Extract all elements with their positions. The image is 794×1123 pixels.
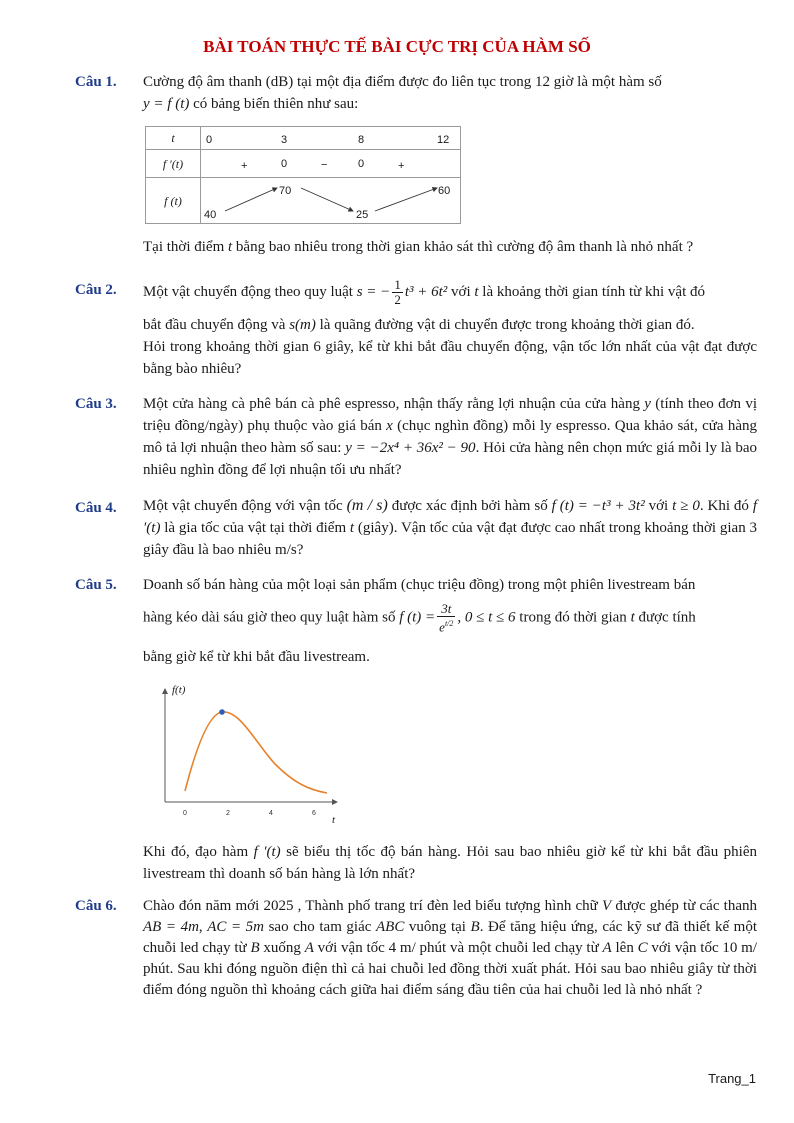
text: trong đó thời gian [515,609,631,626]
function-cell [201,178,461,224]
fraction-num: 1 [394,277,401,292]
math: s = − [356,283,391,300]
text: Cường độ âm thanh (dB) tại một địa điểm được đo liên tục trong 12 giờ là một hàm số [143,74,662,90]
math: t³ + 6t² [404,283,448,300]
curve [185,712,327,793]
question-4 [75,495,757,561]
text: Một vật chuyển động theo quy luật [143,283,357,300]
text: . Khi đó [699,498,753,514]
x-tick: 6 [312,810,316,817]
question-6 [75,896,757,1001]
text: vuông tại [404,919,471,935]
math: t [228,239,233,255]
math: y = f (t) [143,96,190,112]
text: . Hỏi cửa hàng nên chọn mức giá mỗi ly là bao nhiêu nghìn đồng để lợi nhuận tối ưu nhất? [143,440,757,478]
sign: − [321,159,328,171]
math: C [637,940,648,956]
question-label: Câu 3. [75,396,117,412]
variation-table [145,126,461,224]
question-5 [75,574,757,668]
text: Một cửa hàng cà phê bán cà phê espresso, nhận thấy rằng lợi nhuận của cửa hàng [143,396,645,412]
question-text [143,278,757,380]
text: hàng kéo dài sáu giờ theo quy luật hàm số [143,609,400,626]
math: f ′(t) [143,498,757,536]
text: sao cho tam giác [264,919,376,935]
math: t ≥ 0 [672,498,700,514]
x-tick: 4 [269,810,273,817]
math: B [250,940,260,956]
text: có bảng biến thiên như sau: [189,96,359,112]
question-text [143,841,757,885]
fraction-num: 3t [437,602,455,617]
text: Doanh số bán hàng của một loại sản phẩm (chục triệu đồng) trong một phiên livestream bán [143,577,696,593]
y-axis-arrow [162,688,168,694]
f-value: 25 [356,209,369,221]
question-text [143,896,757,1001]
question-text [143,71,757,115]
sign: 0 [281,158,288,170]
sign: 0 [358,158,365,170]
math: f ′(t) [253,844,281,860]
text: với vận tốc 4 m/ phút và một chuỗi led chạy từ [313,940,603,956]
fraction-den: $e^{t/2}$ [439,619,454,635]
text: với vận tốc 10 m/ phút. Sau khi đóng nguồn điện thì cả hai chuỗi led đồng thời xuất phát. Hỏi sau bao nhiêu giây từ thời điểm đóng nguồn thì khoảng cách giữa hai điểm sáng đầu tiên của hai chuỗi led là nhỏ nhất ? [143,940,758,998]
math: x [386,418,393,434]
math: AC = 5m [207,919,265,935]
text: là khoảng thời gian tính từ khi vật đó [478,283,705,300]
page-number: Trang_1 [708,1071,756,1086]
math: f (t) = −t³ + 3t² [551,498,645,514]
text: là quãng đường vật di chuyển được trong khoảng thời gian đó. [315,317,695,333]
max-point [219,709,225,715]
text: được tính [634,609,696,626]
y-axis-label: f(t) [172,684,186,696]
text: (giây). Vận tốc của vật đạt được cao nhất trong khoảng thời gian 3 giây đầu là bao nhiêu m/s? [143,520,757,558]
text: , [198,919,208,935]
t-label: t [146,127,201,150]
text: lên [611,940,638,956]
math: t [630,609,635,626]
question-label: Câu 1. [75,74,117,90]
text: bắt đầu chuyển động và [143,317,290,333]
text: xuống [259,940,305,956]
question-text [143,236,757,258]
question-label: Câu 4. [75,500,117,516]
page-title: BÀI TOÁN THỰC TẾ BÀI CỰC TRỊ CỦA HÀM SỐ [203,37,591,56]
text: sẽ biểu thị tốc độ bán hàng. Hỏi sau bao nhiêu giờ kể từ khi bắt đầu phiên livestream thì doanh số bán hàng là lớn nhất? [143,844,758,882]
x-tick: 2 [226,810,230,817]
derivative-label: f ′(t) [146,150,201,178]
f-value: 60 [438,185,451,197]
math: s(m) [289,317,316,333]
text: Hỏi trong khoảng thời gian 6 giây, kể từ khi bắt đầu chuyển động, vận tốc lớn nhất của vật đạt được bằng bào nhiêu? [143,339,757,377]
f-value: 40 [204,209,217,221]
sign: + [398,160,405,172]
math: , 0 ≤ t ≤ 6 [457,609,516,626]
text: Chào đón năm mới 2025 , Thành phố trang trí đèn led biểu tượng hình chữ [143,898,602,914]
text: với [447,283,475,300]
sign: + [241,160,248,172]
math: y [644,396,651,412]
function-label: f (t) [146,178,201,224]
sign-cell [201,150,461,178]
math: B [470,919,480,935]
question-label: Câu 5. [75,577,117,593]
math: t [474,283,479,300]
sales-graph [150,682,340,832]
x-axis-arrow [332,799,338,805]
question-text [143,574,757,668]
math: y = −2x⁴ + 36x² − 90 [345,440,476,456]
text: . Để tăng hiệu ứng, các kỹ sư đã thiết kế một chuỗi led chạy từ [143,919,757,956]
fraction [437,602,455,634]
math: (m / s) [346,497,388,514]
question-2 [75,278,757,380]
text: Khi đó, đạo hàm [143,844,254,860]
question-1 [75,71,757,115]
text: bằng bao nhiêu trong thời gian khảo sát thì cường độ âm thanh là nhỏ nhất ? [232,239,694,255]
text: Một vật chuyển động với vận tốc [143,498,347,514]
t-value: 12 [437,134,450,146]
question-label: Câu 6. [75,898,117,914]
t-value: 0 [206,134,213,146]
math: AB = 4m [143,919,199,935]
fraction-den: 2 [394,292,401,307]
text: bằng giờ kể từ khi bắt đầu livestream. [143,649,370,665]
text: được ghép từ các thanh [611,898,757,914]
text: được xác định bởi hàm số [387,498,552,514]
text: (chục nghìn đồng) mỗi ly espresso. Qua khảo sát, cửa hàng mô tả lợi nhuận theo hàm số sau: [143,418,757,456]
text: với [644,498,673,514]
question-5-prompt [75,841,757,885]
math: V [601,898,612,914]
math: A [602,940,612,956]
question-3 [75,393,757,481]
question-label: Câu 2. [75,282,117,298]
math: ABC [376,919,405,935]
x-axis-label: t [332,814,336,826]
fraction [392,278,403,307]
text: (tính theo đơn vị triệu đồng/ngày) phụ thuộc vào giá bán [143,396,758,434]
question-text [143,495,757,561]
text: Tại thời điểm [143,239,228,255]
question-1-prompt [75,236,757,258]
math: A [304,940,314,956]
f-value: 70 [279,185,292,197]
text: là gia tốc của vật tại thời điểm [160,520,350,536]
question-text [143,393,757,481]
math: t [349,520,355,536]
variation-arrows [201,178,461,224]
math: f (t) = [399,609,436,626]
t-value: 8 [358,134,365,146]
x-tick: 0 [183,810,187,817]
t-values-cell [201,127,461,150]
t-value: 3 [281,134,288,146]
